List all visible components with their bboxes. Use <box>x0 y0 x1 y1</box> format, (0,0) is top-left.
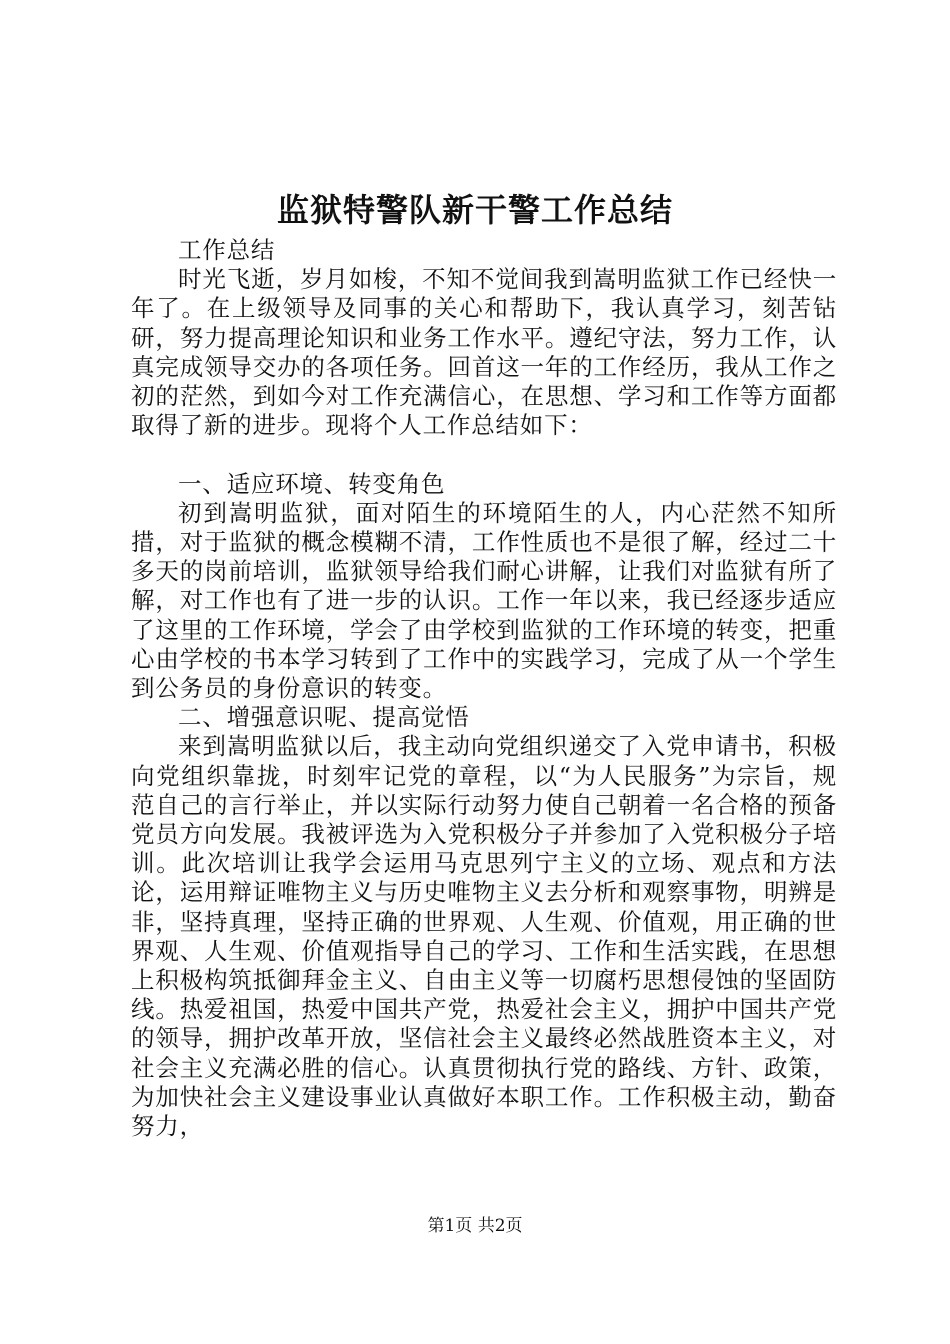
section-heading: 二、增强意识呢、提高觉悟 <box>178 703 470 732</box>
blank-line <box>131 440 837 469</box>
page-number-footer: 第1页 共2页 <box>427 1216 523 1236</box>
document-title: 监狱特警队新干警工作总结 <box>276 191 673 229</box>
paragraph: 工作总结 <box>178 236 276 264</box>
paragraph: 来到嵩明监狱以后，我主动向党组织递交了入党申请书，积极向党组织靠拢，时刻牢记党的章程，以“为人民服务”为宗旨，规范自己的言行举止，并以实际行动努力使自己朝着一名合格的预备党员方向发展。我被评选为入党积极分子并参加了入党积极分子培训。此次培训让我学会运用马克思列宁主义的立场、观点和方法论，运用辩证唯物主义与历史唯物主义去分析和观察事物，明辨是非，坚持真理，坚持正确的世界观、人生观、价值观，用正确的世界观、人生观、价值观指导自己的学习、工作和生活实践，在思想上积极构筑抵御拜金主义、自由主义等一切腐朽思想侵蚀的坚固防线。热爱祖国，热爱中国共产党，热爱社会主义，拥护中国共产党的领导，拥护改革开放，坚信社会主义最终必然战胜资本主义，对社会主义充满必胜的信心。认真贯彻执行党的路线、方针、政策，为加快社会主义建设事业认真做好本职工作。工作积极主动，勤奋努力， <box>131 732 837 1141</box>
paragraph: 初到嵩明监狱，面对陌生的环境陌生的人，内心茫然不知所措，对于监狱的概念模糊不清，工作性质也不是很了解，经过二十多天的岗前培训，监狱领导给我们耐心讲解，让我们对监狱有所了解，对工作也有了进一步的认识。工作一年以来，我已经逐步适应了这里的工作环境，学会了由学校到监狱的工作环境的转变，把重心由学校的书本学习转到了工作中的实践学习，完成了从一个学生到公务员的身份意识的转变。 <box>131 498 837 703</box>
paragraph: 时光飞逝，岁月如梭，不知不觉间我到嵩明监狱工作已经快一年了。在上级领导及同事的关心和帮助下，我认真学习，刻苦钻研，努力提高理论知识和业务工作水平。遵纪守法，努力工作，认真完成领导交办的各项任务。回首这一年的工作经历，我从工作之初的茫然，到如今对工作充满信心，在思想、学习和工作等方面都取得了新的进步。现将个人工作总结如下： <box>131 265 837 440</box>
document-body <box>131 236 837 1141</box>
section-heading: 一、适应环境、转变角色 <box>178 469 446 498</box>
